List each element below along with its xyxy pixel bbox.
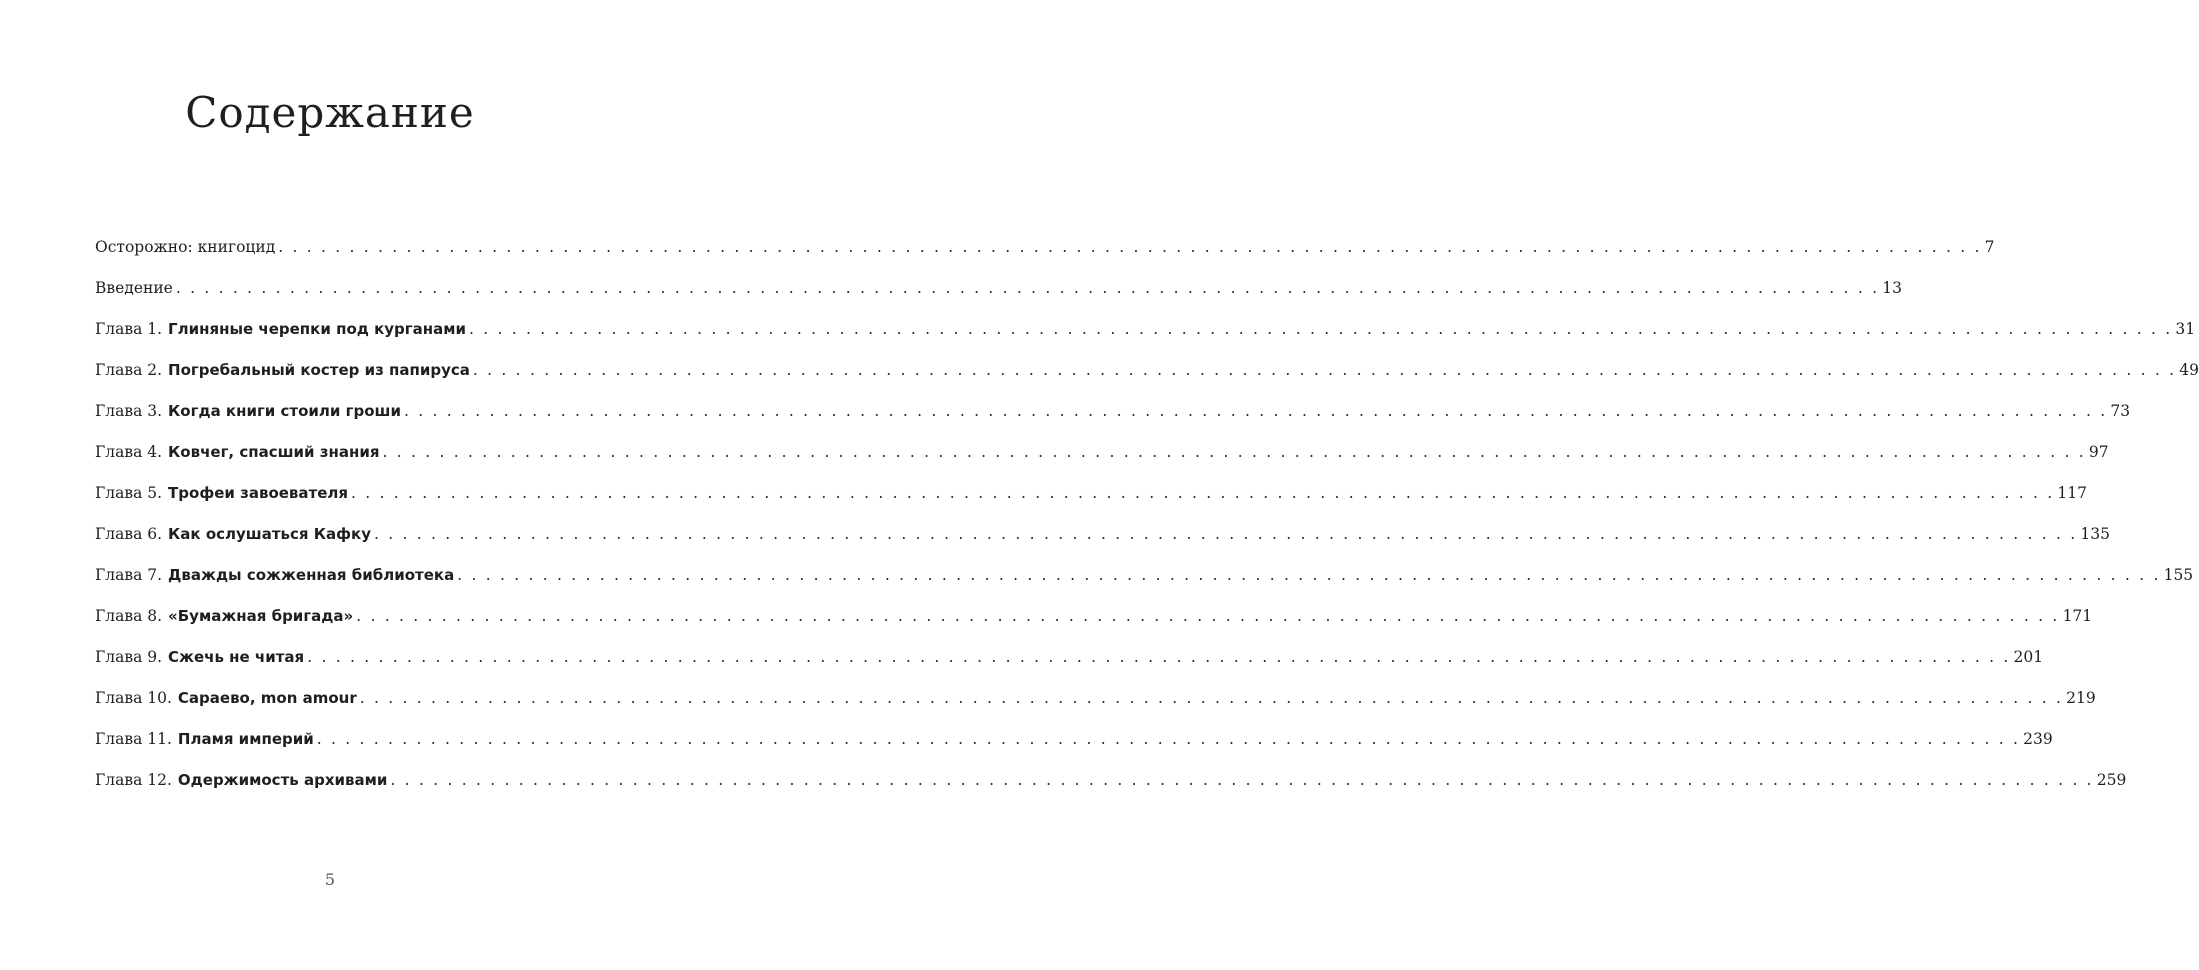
chapter-number: Глава 8.	[95, 607, 163, 625]
toc-page-number: 117	[2057, 484, 2087, 502]
toc-entry[interactable]	[95, 730, 2053, 771]
toc-page-number: 73	[2110, 402, 2131, 420]
chapter-title: Одержимость архивами	[177, 771, 388, 789]
chapter-title: Сараево, mon amour	[177, 689, 357, 707]
chapter-number: Глава 10.	[95, 689, 172, 707]
page-title: Содержание	[185, 88, 475, 137]
chapter-title: Пламя империй	[177, 730, 314, 748]
chapter-number: Глава 7.	[95, 566, 163, 584]
toc-entry[interactable]	[95, 607, 2093, 648]
toc-page-number: 259	[2096, 771, 2127, 789]
toc-page-number: 13	[1882, 279, 1902, 297]
chapter-number: Глава 12.	[95, 771, 172, 789]
toc-entry[interactable]	[95, 566, 2194, 607]
dot-leader: . . . . . . . . . . . . . . . . . . . . . . . . . . . . . . . . . . . . . . . . . . . . . . . . . . . . . . . . . . . . . . . . . . . . . . . . . . . . . . . . . . . . . . . . . . . . . . . . . . . . . . . . . . . . . . . . . . . . . . . .	[351, 484, 2055, 502]
chapter-number: Глава 6.	[95, 525, 163, 543]
toc-entry[interactable]	[95, 320, 2196, 361]
toc-page-number: 219	[2066, 689, 2096, 707]
toc-entry[interactable]	[95, 648, 2044, 689]
chapter-title: Погребальный костер из папируса	[168, 361, 470, 379]
toc-page-number: 201	[2013, 648, 2044, 666]
chapter-title: «Бумажная бригада»	[168, 607, 354, 625]
dot-leader: . . . . . . . . . . . . . . . . . . . . . . . . . . . . . . . . . . . . . . . . . . . . . . . . . . . . . . . . . . . . . . . . . . . . . . . . . . . . . . . . . . . . . . . . . . . . . . . . . . . . . . . . . . . . . . . . . . . . . . . .	[382, 443, 2086, 461]
chapter-title: Ковчег, спасший знания	[168, 443, 380, 461]
dot-leader: . . . . . . . . . . . . . . . . . . . . . . . . . . . . . . . . . . . . . . . . . . . . . . . . . . . . . . . . . . . . . . . . . . . . . . . . . . . . . . . . . . . . . . . . . . . . . . . . . . . . . . . . . . . . . . . . . . . . . . . .	[175, 279, 1880, 297]
chapter-number: Глава 11.	[95, 730, 172, 748]
dot-leader: . . . . . . . . . . . . . . . . . . . . . . . . . . . . . . . . . . . . . . . . . . . . . . . . . . . . . . . . . . . . . . . . . . . . . . . . . . . . . . . . . . . . . . . . . . . . . . . . . . . . . . . . . . . . . . . . . . . . . . . .	[374, 525, 2078, 543]
toc-page-number: 97	[2088, 443, 2109, 461]
toc-entry[interactable]	[95, 484, 2087, 525]
toc-page-number: 135	[2080, 525, 2110, 543]
toc-page-number: 155	[2163, 566, 2194, 584]
dot-leader: . . . . . . . . . . . . . . . . . . . . . . . . . . . . . . . . . . . . . . . . . . . . . . . . . . . . . . . . . . . . . . . . . . . . . . . . . . . . . . . . . . . . . . . . . . . . . . . . . . . . . . . . . . . . . . . . . . . . . . . .	[390, 771, 2094, 789]
chapter-title: Осторожно: книгоцид	[95, 238, 276, 256]
toc-entry[interactable]	[95, 689, 2096, 730]
toc-entry[interactable]	[95, 238, 1995, 279]
chapter-title: Дважды сожженная библиотека	[168, 566, 455, 584]
chapter-title: Трофеи завоевателя	[168, 484, 349, 502]
dot-leader: . . . . . . . . . . . . . . . . . . . . . . . . . . . . . . . . . . . . . . . . . . . . . . . . . . . . . . . . . . . . . . . . . . . . . . . . . . . . . . . . . . . . . . . . . . . . . . . . . . . . . . . . . . . . . . . . . . . . . . . .	[316, 730, 2021, 748]
toc-page-number: 31	[2175, 320, 2196, 338]
chapter-title: Глиняные черепки под курганами	[168, 320, 466, 338]
dot-leader: . . . . . . . . . . . . . . . . . . . . . . . . . . . . . . . . . . . . . . . . . . . . . . . . . . . . . . . . . . . . . . . . . . . . . . . . . . . . . . . . . . . . . . . . . . . . . . . . . . . . . . . . . . . . . . . . . . . . . . . .	[472, 361, 2177, 379]
dot-leader: . . . . . . . . . . . . . . . . . . . . . . . . . . . . . . . . . . . . . . . . . . . . . . . . . . . . . . . . . . . . . . . . . . . . . . . . . . . . . . . . . . . . . . . . . . . . . . . . . . . . . . . . . . . . . . . . . . . . . . . .	[457, 566, 2161, 584]
toc-entry[interactable]	[95, 525, 2110, 566]
chapter-number: Глава 3.	[95, 402, 163, 420]
chapter-number: Глава 1.	[95, 320, 163, 338]
chapter-title: Когда книги стоили гроши	[168, 402, 401, 420]
chapter-number: Глава 4.	[95, 443, 163, 461]
chapter-number: Глава 2.	[95, 361, 163, 379]
toc-entry[interactable]	[95, 279, 1902, 320]
dot-leader: . . . . . . . . . . . . . . . . . . . . . . . . . . . . . . . . . . . . . . . . . . . . . . . . . . . . . . . . . . . . . . . . . . . . . . . . . . . . . . . . . . . . . . . . . . . . . . . . . . . . . . . . . . . . . . . . . . . . . . . .	[403, 402, 2108, 420]
toc-entry[interactable]	[95, 443, 2109, 484]
toc-page-number: 49	[2179, 361, 2199, 379]
chapter-title: Введение	[95, 279, 173, 297]
chapter-title: Как ослушаться Кафку	[168, 525, 371, 543]
dot-leader: . . . . . . . . . . . . . . . . . . . . . . . . . . . . . . . . . . . . . . . . . . . . . . . . . . . . . . . . . . . . . . . . . . . . . . . . . . . . . . . . . . . . . . . . . . . . . . . . . . . . . . . . . . . . . . . . . . . . . . . .	[356, 607, 2060, 625]
toc-page-number: 239	[2023, 730, 2053, 748]
dot-leader: . . . . . . . . . . . . . . . . . . . . . . . . . . . . . . . . . . . . . . . . . . . . . . . . . . . . . . . . . . . . . . . . . . . . . . . . . . . . . . . . . . . . . . . . . . . . . . . . . . . . . . . . . . . . . . . . . . . . . . . .	[359, 689, 2064, 707]
toc-entry[interactable]	[95, 361, 2199, 402]
chapter-number: Глава 9.	[95, 648, 163, 666]
toc-page-number: 7	[1984, 238, 1995, 256]
table-of-contents	[95, 238, 2199, 812]
toc-entry[interactable]	[95, 402, 2131, 443]
page-number: 5	[324, 870, 336, 889]
dot-leader: . . . . . . . . . . . . . . . . . . . . . . . . . . . . . . . . . . . . . . . . . . . . . . . . . . . . . . . . . . . . . . . . . . . . . . . . . . . . . . . . . . . . . . . . . . . . . . . . . . . . . . . . . . . . . . . . . . . . . . . .	[469, 320, 2173, 338]
chapter-number: Глава 5.	[95, 484, 163, 502]
toc-page-number: 171	[2062, 607, 2093, 625]
chapter-title: Сжечь не читая	[168, 648, 305, 666]
dot-leader: . . . . . . . . . . . . . . . . . . . . . . . . . . . . . . . . . . . . . . . . . . . . . . . . . . . . . . . . . . . . . . . . . . . . . . . . . . . . . . . . . . . . . . . . . . . . . . . . . . . . . . . . . . . . . . . . . . . . . . . .	[278, 238, 1982, 256]
dot-leader: . . . . . . . . . . . . . . . . . . . . . . . . . . . . . . . . . . . . . . . . . . . . . . . . . . . . . . . . . . . . . . . . . . . . . . . . . . . . . . . . . . . . . . . . . . . . . . . . . . . . . . . . . . . . . . . . . . . . . . . .	[307, 648, 2011, 666]
toc-entry[interactable]	[95, 771, 2127, 812]
